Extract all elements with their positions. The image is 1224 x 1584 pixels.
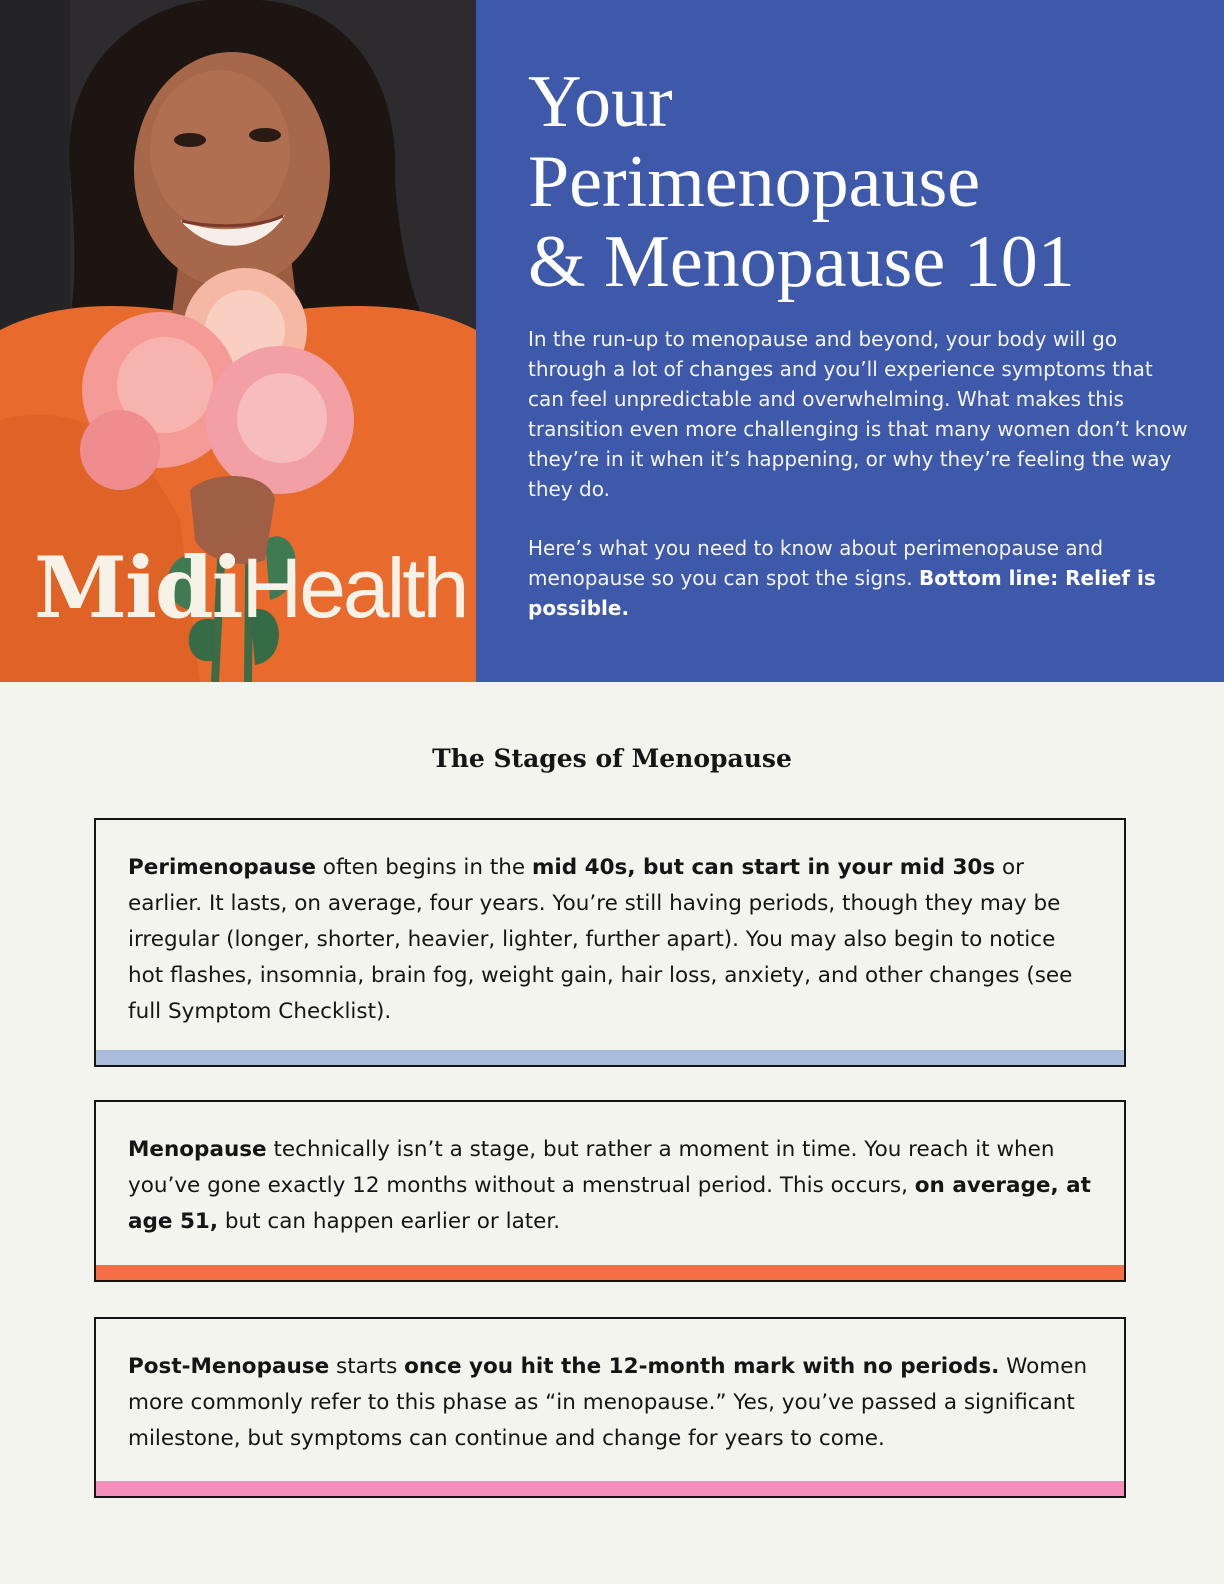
stage-name: Post-Menopause [128, 1354, 330, 1379]
intro-text [528, 324, 1188, 623]
intro-p2-text: Here’s what you need to know about perimenopause and menopause so you can spot the signs. [528, 536, 1104, 590]
hero-text-panel [476, 0, 1224, 682]
stage-card-post-menopause [94, 1317, 1126, 1498]
stage-card-perimenopause [94, 818, 1126, 1067]
title-line-3: & Menopause 101 [528, 221, 1075, 303]
stage-card-text [96, 1102, 1124, 1240]
stage-card-text [96, 820, 1124, 1030]
stage-name: Menopause [128, 1137, 267, 1162]
stage-color-bar [96, 1481, 1124, 1496]
stage-text-part: technically isn’t a stage, but rather a moment in time. You reach it when you’ve gone exactly 12 months without a menstrual period. This occurs, [128, 1137, 1055, 1198]
midihealth-logo [34, 538, 466, 637]
logo-health: Health [241, 541, 467, 635]
title-line-2: Perimenopause [528, 141, 981, 223]
stage-card-menopause [94, 1100, 1126, 1282]
hero-photo [0, 0, 476, 682]
intro-paragraph-2 [528, 533, 1188, 623]
stage-color-bar [96, 1050, 1124, 1065]
stage-name: Perimenopause [128, 855, 316, 880]
stage-text-part: starts [329, 1354, 405, 1379]
stage-highlight: on average, at age 51, [128, 1173, 1091, 1234]
bottom-line: Bottom line: Relief is possible. [528, 566, 1156, 620]
stage-card-text [96, 1319, 1124, 1457]
stage-text-part: often begins in the [315, 855, 532, 880]
stage-highlight: once you hit the 12-month mark with no periods. [404, 1354, 1000, 1379]
stage-text-part: or earlier. It lasts, on average, four years. You’re still having periods, though they may be irregular (longer, shorter, heavier, lighter, further apart). You may also begin to notice hot flashes, insomnia, brain fog, weight gain, hair loss, anxiety, and other changes (see full Symptom Checklist). [128, 855, 1073, 1024]
stage-text-part: but can happen earlier or later. [218, 1209, 561, 1234]
logo-midi: Midi [34, 538, 242, 637]
title-line-1: Your [528, 61, 673, 143]
stages-heading: The Stages of Menopause [432, 744, 792, 773]
stage-highlight: mid 40s, but can start in your mid 30s [531, 855, 996, 880]
intro-paragraph-1: In the run-up to menopause and beyond, your body will go through a lot of changes and you’ll experience symptoms that can feel unpredictable and overwhelming. What makes this transition even more challenging is that many women don’t know they’re in it when it’s happening, or why they’re feeling the way they do. [528, 327, 1188, 501]
hero [0, 0, 1224, 682]
stage-text-part: Women more commonly refer to this phase as “in menopause.” Yes, you’ve passed a significant milestone, but symptoms can continue and change for years to come. [128, 1354, 1088, 1451]
page-title [528, 62, 1208, 302]
stage-color-bar [96, 1265, 1124, 1280]
